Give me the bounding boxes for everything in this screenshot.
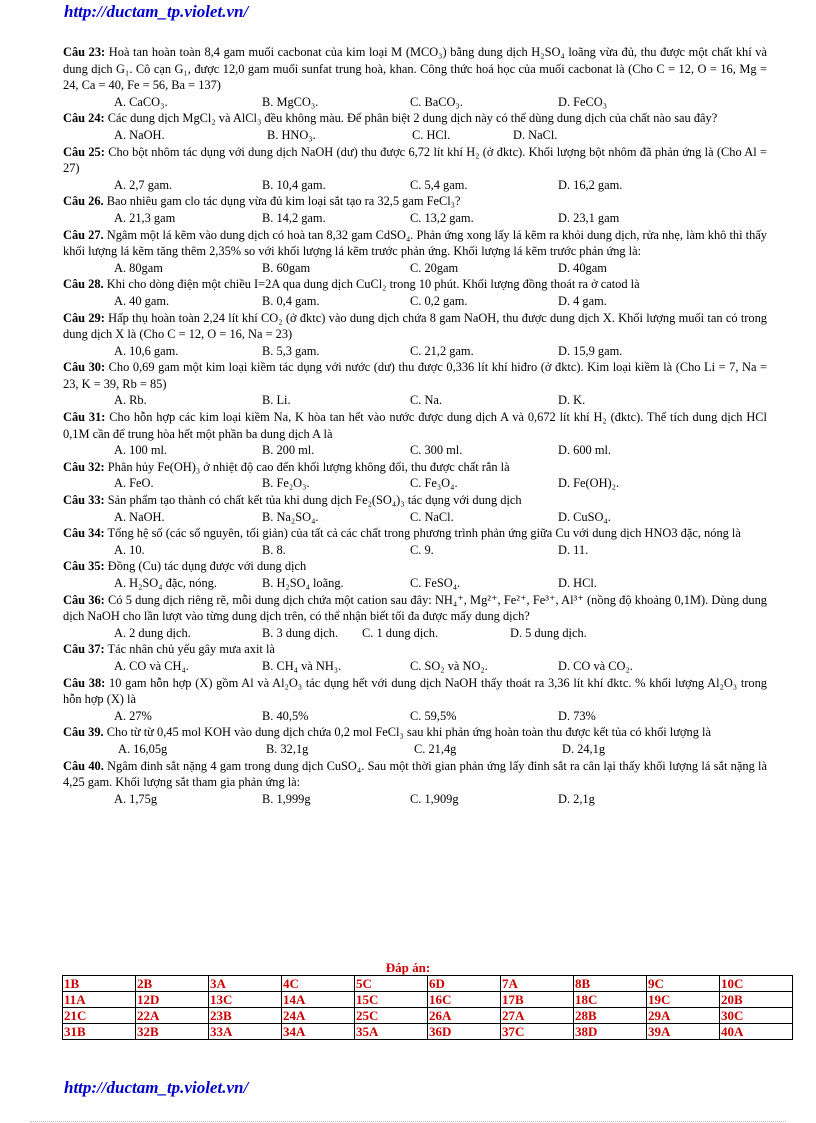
answer-cell: 13C — [209, 992, 282, 1008]
question-text: Phân hủy Fe(OH)₃ ở nhiệt độ cao đến khối lượng không đổi, thu được chất rắn là — [107, 459, 510, 474]
answer-option: D. NaCl. — [513, 127, 558, 142]
answer-option: B. 8. — [262, 542, 286, 557]
answer-option: D. CuSO₄. — [558, 509, 611, 524]
answer-option: A. 100 ml. — [114, 443, 168, 458]
question-text-line — [63, 525, 767, 542]
question-text: Hoà tan hoàn toàn 8,4 gam muối cacbonat của kim loại M (MCO₃) bằng dung dịch H₂SO₄ loãng vừa đủ, thu được một chất khí và dung dịch G₁. Cô cạn G₁, được 12,0 gam muối sunfat trung hoà, khan. Công thức hoá học của muối cacbonat là (Cho C = 12, O = 16, Mg = 24, Ca = 40, Fe = 56, Ba = 137) — [63, 45, 767, 93]
answer-option: A. 10. — [114, 542, 145, 557]
answer-option: D. 2,1g — [558, 791, 595, 806]
answer-cell: 23B — [209, 1008, 282, 1024]
question-item — [63, 193, 767, 226]
question-item — [63, 359, 767, 409]
answer-option: A. 10,6 gam. — [114, 343, 179, 358]
question-text-line — [63, 592, 767, 625]
question-text-line — [63, 459, 767, 476]
question-text-line — [63, 675, 767, 708]
answer-option: C. SO₂ và NO₂. — [410, 658, 488, 673]
answer-cell: 31B — [63, 1024, 136, 1040]
answer-option: A. 27% — [114, 708, 152, 723]
answer-option: C. 9. — [410, 542, 434, 557]
question-number: Câu 30: — [63, 360, 106, 375]
header-url-link[interactable]: http://ductam_tp.violet.vn/ — [64, 2, 249, 21]
answer-option: B. 60gam — [262, 260, 311, 275]
answer-cell: 32B — [136, 1024, 209, 1040]
answer-option: D. 600 ml. — [558, 443, 612, 458]
answer-option: C. 1,909g — [410, 791, 459, 806]
question-text: Đồng (Cu) tác dụng được với dung dịch — [107, 559, 307, 574]
question-text-line — [63, 276, 767, 293]
answer-row — [63, 992, 793, 1008]
answer-table — [62, 975, 793, 1040]
question-text: Cho từ từ 0,45 mol KOH vào dung dịch chứa 0,2 mol FeCl₃ sau khi phản ứng hoàn toàn thu được kết tủa có khối lượng là — [106, 725, 711, 740]
answer-option: B. 5,3 gam. — [262, 343, 320, 358]
question-text: Hấp thụ hoàn toàn 2,24 lít khí CO₂ (ở đktc) vào dung dịch chứa 8 gam NaOH, thu được dung dịch X. Khối lượng muối tan có trong dung dịch X là (Cho C = 12, O = 16, Na = 23) — [63, 310, 767, 342]
answer-cell: 11A — [63, 992, 136, 1008]
question-text: Bao nhiêu gam clo tác dụng vừa đủ kim loại sắt tạo ra 32,5 gam FeCl₃? — [106, 194, 461, 209]
question-text-line — [63, 758, 767, 791]
question-item — [63, 44, 767, 110]
question-text: Cho 0,69 gam một kim loại kiềm tác dụng với nước (dư) thu được 0,336 lít khí hiđro (ở đktc). Kim loại kiềm là (Cho Li = 7, Na = 23, K = 39, Rb = 85) — [63, 360, 767, 391]
answer-cell: 16C — [428, 992, 501, 1008]
answer-option: B. Li. — [262, 393, 291, 408]
answer-cell: 1B — [63, 976, 136, 992]
question-item — [63, 276, 767, 309]
answer-option: A. FeO. — [114, 476, 154, 491]
answers-title: Đáp án: — [385, 960, 431, 975]
question-number: Câu 26. — [63, 194, 104, 209]
question-item — [63, 724, 767, 757]
answer-cell: 30C — [720, 1008, 793, 1024]
answer-options — [63, 260, 767, 277]
answer-option: C. NaCl. — [410, 509, 454, 524]
question-number: Câu 31: — [63, 410, 106, 425]
answer-option: C. FeSO₄. — [410, 576, 461, 590]
footer-url-link[interactable]: http://ductam_tp.violet.vn/ — [64, 1078, 249, 1097]
question-text-line — [63, 492, 767, 509]
answer-option: D. Fe(OH)₂. — [558, 476, 620, 491]
question-item — [63, 675, 767, 725]
answer-cell: 38D — [574, 1024, 647, 1040]
answer-cell: 33A — [209, 1024, 282, 1040]
answer-option: B. HNO₃. — [267, 127, 316, 142]
answer-option: A. NaOH. — [114, 509, 165, 524]
question-item — [63, 558, 767, 591]
answer-option: B. MgCO₃. — [262, 94, 319, 109]
answer-cell: 39A — [647, 1024, 720, 1040]
answer-option: A. CO và CH₄. — [114, 658, 189, 673]
question-text-line — [63, 44, 767, 94]
question-item — [63, 525, 767, 558]
questions-list — [63, 44, 767, 807]
question-text-line — [63, 558, 767, 575]
answer-option: B. 10,4 gam. — [262, 177, 326, 192]
answer-option: B. Na₂SO₄. — [262, 509, 319, 524]
answer-cell: 15C — [355, 992, 428, 1008]
answer-option: B. 200 ml. — [262, 443, 315, 458]
answer-cell: 7A — [501, 976, 574, 992]
answer-options — [63, 625, 767, 642]
answer-option: C. BaCO₃. — [410, 94, 463, 109]
answer-options — [63, 442, 767, 459]
answer-option: D. 24,1g — [562, 741, 606, 756]
question-number: Câu 32: — [63, 459, 105, 474]
answer-options — [63, 392, 767, 409]
answer-cell: 9C — [647, 976, 720, 992]
answer-option: B. 40,5% — [262, 708, 309, 723]
answer-option: C. 300 ml. — [410, 443, 463, 458]
question-text: Cho bột nhôm tác dụng với dung dịch NaOH (dư) thu được 6,72 lít khí H₂ (ở đktc). Khối lượng bột nhôm đã phản ứng là (Cho Al = 27) — [63, 144, 767, 176]
answer-option: A. Rb. — [114, 393, 147, 408]
answer-option: D. FeCO₃ — [558, 94, 608, 109]
question-item — [63, 641, 767, 674]
question-item — [63, 409, 767, 459]
question-text: Ngâm đinh sắt nặng 4 gam trong dung dịch CuSO₄. Sau một thời gian phản ứng lấy đinh sắt ra cân lại thấy khối lượng lá sắt nặng là 4,25 gam. Khối lượng sắt tham gia phản ứng là: — [63, 758, 767, 790]
question-text: Các dung dịch MgCl₂ và AlCl₃ đều không màu. Để phân biệt 2 dung dịch này có thể dùng dung dịch của chất nào sau đây? — [107, 111, 718, 126]
answer-cell: 2B — [136, 976, 209, 992]
answer-option: A. CaCO₃. — [114, 94, 168, 109]
question-item — [63, 592, 767, 642]
footer-divider — [30, 1121, 786, 1122]
answer-cell: 5C — [355, 976, 428, 992]
answer-row — [63, 1008, 793, 1024]
answer-option: B. 1,999g — [262, 791, 311, 806]
answer-cell: 22A — [136, 1008, 209, 1024]
answer-cell: 25C — [355, 1008, 428, 1024]
answer-cell: 20B — [720, 992, 793, 1008]
answer-options — [63, 127, 767, 144]
answer-options — [63, 575, 767, 592]
answer-cell: 36D — [428, 1024, 501, 1040]
answer-option: D. 15,9 gam. — [558, 343, 623, 358]
answer-row — [63, 1024, 793, 1040]
question-text: Ngâm một lá kẽm vào dung dịch có hoà tan 8,32 gam CdSO₄. Phản ứng xong lấy lá kẽm ra khỏi dung dịch, rửa nhẹ, làm khô thì thấy khối lượng lá kẽm tăng thêm 2,35% so với khối lượng lá kẽm trước phản ứng. Khối lượng lá kẽm trước phản ứng là: — [63, 227, 767, 259]
question-number: Câu 23: — [63, 45, 106, 59]
question-number: Câu 39. — [63, 725, 104, 740]
answer-option: B. 3 dung dịch. — [262, 625, 339, 640]
question-text-line — [63, 724, 767, 741]
answer-cell: 18C — [574, 992, 647, 1008]
question-text: Sản phẩm tạo thành có chất kết tủa khi dung dịch Fe₂(SO₄)₃ tác dụng với dung dịch — [107, 493, 522, 508]
answer-option: C. 13,2 gam. — [410, 210, 474, 225]
answer-cell: 26A — [428, 1008, 501, 1024]
question-item — [63, 110, 767, 143]
question-text-line — [63, 359, 767, 392]
answer-option: C. 21,4g — [414, 741, 457, 756]
answer-option: B. H₂SO₄ loãng. — [262, 576, 344, 590]
answer-options — [63, 210, 767, 227]
answer-option: D. HCl. — [558, 576, 597, 590]
answer-option: C. HCl. — [412, 127, 451, 142]
question-text: Có 5 dung dịch riêng rẽ, mỗi dung dịch chứa một cation sau đây: NH₄⁺, Mg²⁺, Fe²⁺, Fe³⁺, Al³⁺ (nồng độ khoảng 0,1M). Dùng dung dịch NaOH cho lần lượt vào từng dung dịch trên, có thể nhận biết tối đa được mấy dung dịch? — [63, 592, 767, 624]
question-number: Câu 28. — [63, 277, 104, 292]
question-text: Tổng hệ số (các số nguyên, tối giản) của tất cả các chất trong phương trình phản ứng giữa Cu với dung dịch HNO3 đặc, nóng là — [107, 526, 741, 541]
answer-cell: 4C — [282, 976, 355, 992]
answer-cell: 14A — [282, 992, 355, 1008]
question-item — [63, 144, 767, 194]
question-item — [63, 758, 767, 808]
question-item — [63, 227, 767, 277]
answer-options — [63, 708, 767, 725]
question-number: Câu 29: — [63, 310, 105, 325]
answer-cell: 27A — [501, 1008, 574, 1024]
answer-option: C. 1 dung dịch. — [362, 625, 439, 640]
answer-option: C. 5,4 gam. — [410, 177, 468, 192]
question-text-line — [63, 110, 767, 127]
answer-option: C. 21,2 gam. — [410, 343, 474, 358]
answer-option: A. 1,75g — [114, 791, 158, 806]
answer-cell: 24A — [282, 1008, 355, 1024]
answer-option: A. 16,05g — [118, 741, 168, 756]
answer-options — [63, 293, 767, 310]
question-item — [63, 310, 767, 360]
answer-option: B. 14,2 gam. — [262, 210, 326, 225]
answer-option: A. NaOH. — [114, 127, 165, 142]
question-number: Câu 36: — [63, 592, 105, 607]
answer-options — [63, 658, 767, 675]
answer-option: C. Fe₃O₄. — [410, 476, 458, 491]
answer-option: C. Na. — [410, 393, 443, 408]
question-number: Câu 25: — [63, 144, 105, 159]
question-number: Câu 37: — [63, 642, 105, 657]
question-text: Khi cho dòng điện một chiều I=2A qua dung dịch CuCl₂ trong 10 phút. Khối lượng đồng thoát ra ở catod là — [106, 277, 640, 292]
question-text-line — [63, 409, 767, 442]
answer-option: A. 2,7 gam. — [114, 177, 173, 192]
question-number: Câu 33: — [63, 493, 105, 508]
answer-option: A. 21,3 gam — [114, 210, 176, 225]
answer-option: D. 73% — [558, 708, 596, 723]
answer-cell: 37C — [501, 1024, 574, 1040]
answer-option: D. 4 gam. — [558, 293, 607, 308]
answer-cell: 28B — [574, 1008, 647, 1024]
question-text-line — [63, 310, 767, 343]
answer-option: C. 0,2 gam. — [410, 293, 468, 308]
answer-option: D. K. — [558, 393, 586, 408]
answer-option: D. 5 dung dịch. — [510, 625, 587, 640]
answer-cell: 10C — [720, 976, 793, 992]
answer-option: C. 20gam — [410, 260, 459, 275]
answer-cell: 40A — [720, 1024, 793, 1040]
answer-option: A. 2 dung dịch. — [114, 625, 191, 640]
answer-options — [63, 509, 767, 526]
answer-row — [63, 976, 793, 992]
question-text-line — [63, 227, 767, 260]
answer-cell: 12D — [136, 992, 209, 1008]
question-text: Tác nhân chủ yếu gây mưa axit là — [107, 642, 275, 657]
answer-cell: 17B — [501, 992, 574, 1008]
question-number: Câu 34: — [63, 526, 105, 541]
answer-option: B. CH₄ và NH₃. — [262, 658, 342, 673]
answer-cell: 6D — [428, 976, 501, 992]
question-item — [63, 492, 767, 525]
answer-option: A. 80gam — [114, 260, 163, 275]
answer-cell: 34A — [282, 1024, 355, 1040]
question-item — [63, 459, 767, 492]
answer-option: A. H₂SO₄ đặc, nóng. — [114, 576, 217, 590]
question-text: 10 gam hỗn hợp (X) gồm Al và Al₂O₃ tác dụng hết với dung dịch NaOH thấy thoát ra 3,36 lít khí đktc. % khối lượng Al₂O₃ trong hỗn hợp (X) là — [63, 675, 768, 707]
answer-cell: 8B — [574, 976, 647, 992]
answer-cell: 21C — [63, 1008, 136, 1024]
answer-options — [63, 741, 767, 758]
answer-option: D. 16,2 gam. — [558, 177, 623, 192]
question-number: Câu 40. — [63, 758, 104, 773]
question-number: Câu 27. — [63, 227, 104, 242]
answer-option: B. 0,4 gam. — [262, 293, 320, 308]
question-text-line — [63, 193, 767, 210]
answer-option: A. 40 gam. — [114, 293, 170, 308]
question-number: Câu 35: — [63, 559, 105, 574]
answer-cell: 3A — [209, 976, 282, 992]
answer-option: D. CO và CO₂. — [558, 658, 633, 673]
answer-options — [63, 343, 767, 360]
answer-option: D. 11. — [558, 542, 589, 557]
answer-options — [63, 94, 767, 111]
question-text: Cho hỗn hợp các kim loại kiềm Na, K hòa tan hết vào nước được dung dịch A và 0,672 lít khí H₂ (đktc). Thể tích dung dịch HCl 0,1M cần để trung hòa hết một phần ba dung dịch A là — [63, 410, 767, 441]
question-number: Câu 24: — [63, 111, 105, 126]
answer-option: B. 32,1g — [266, 741, 309, 756]
question-number: Câu 38: — [63, 675, 106, 690]
question-text-line — [63, 641, 767, 658]
answer-cell: 19C — [647, 992, 720, 1008]
answer-options — [63, 177, 767, 194]
answer-options — [63, 542, 767, 559]
answer-options — [63, 475, 767, 492]
answer-options — [63, 791, 767, 808]
answer-option: D. 23,1 gam — [558, 210, 620, 225]
answer-option: C. 59,5% — [410, 708, 457, 723]
question-text-line — [63, 144, 767, 177]
answer-cell: 29A — [647, 1008, 720, 1024]
answer-option: B. Fe₂O₃. — [262, 476, 310, 491]
answer-cell: 35A — [355, 1024, 428, 1040]
answer-option: D. 40gam — [558, 260, 607, 275]
